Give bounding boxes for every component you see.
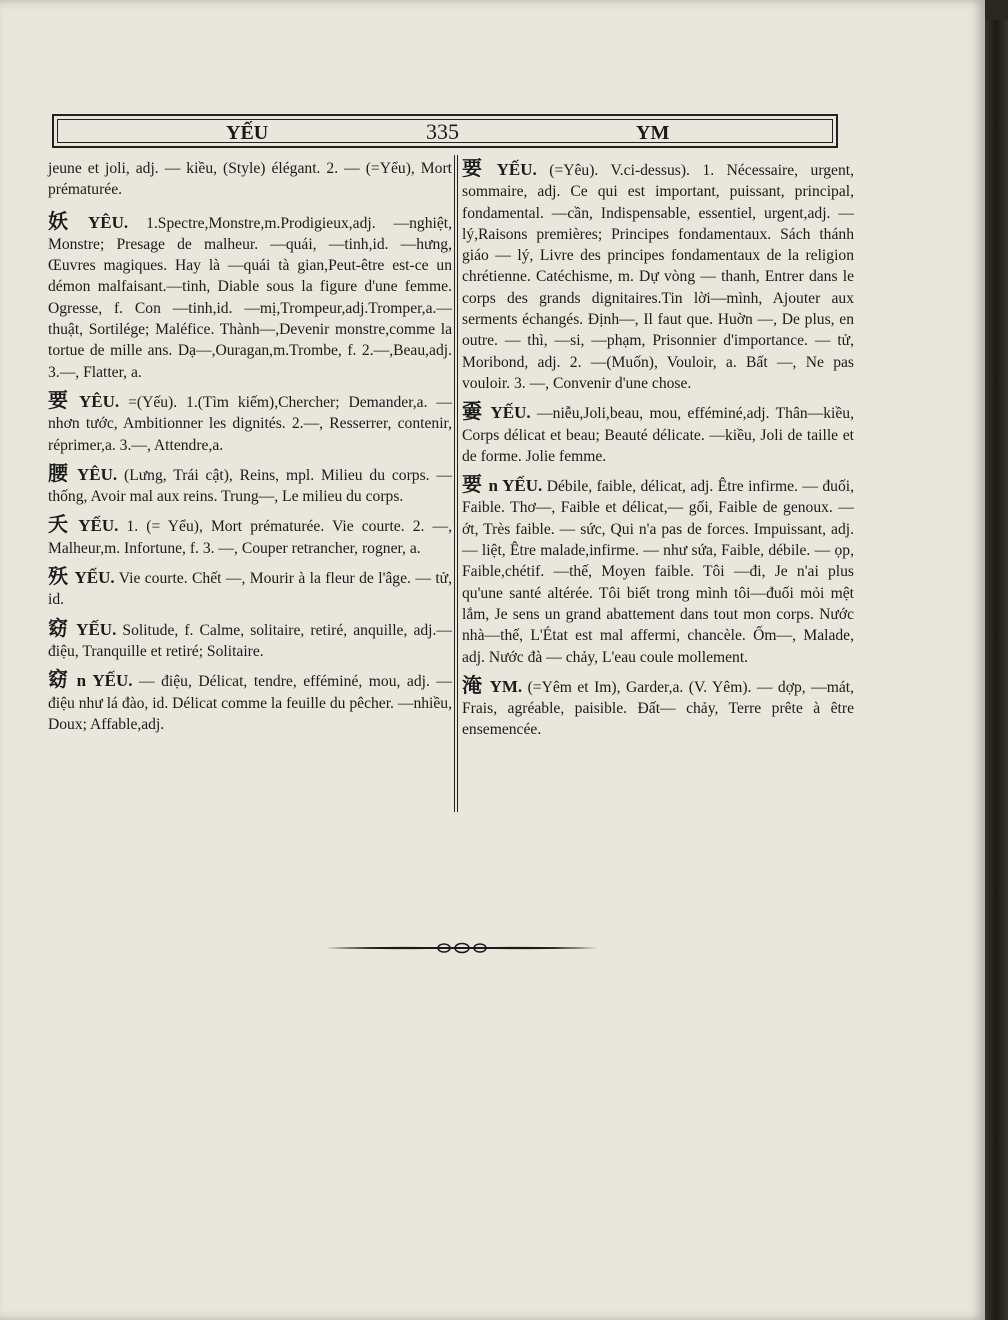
entry-text: — điệu, Délicat, tendre, efféminé, mou, adj. — điệu như lá đào, id. Délicat comme la feuille du pêcher. —nhiều, Doux; Affable,adj. xyxy=(48,673,452,733)
han-character: 窈 xyxy=(48,667,71,692)
entry-headword: n YẾU. xyxy=(76,671,133,691)
entry-headword: YẾU. xyxy=(76,619,117,639)
dictionary-entry xyxy=(48,460,453,508)
header-left-word: YẾU xyxy=(226,122,269,144)
dictionary-entry xyxy=(462,401,854,467)
entry-headword: YẾU. xyxy=(74,568,115,588)
end-ornament xyxy=(326,938,598,958)
entry-text: =(Yếu). 1.(Tìm kiếm),Chercher; Demander,a. —nhơn tước, Ambitionner les dignités. 2.—, Resserrer, contenir, réprimer,a. 3.—, Attendre,a. xyxy=(48,393,453,454)
entry-headword: YM. xyxy=(489,676,523,696)
dictionary-entry xyxy=(48,208,453,383)
dictionary-entry xyxy=(462,158,854,394)
dictionary-entry xyxy=(48,158,452,201)
dictionary-entry xyxy=(462,672,854,741)
entry-text: (=Yêm et Im), Garder,a. (V. Yêm). — dợp, —mát, Frais, agréable, paisible. Đất— chảy, Terre prête à être ensemencée. xyxy=(462,678,854,739)
entry-headword: YÊU. xyxy=(76,464,118,484)
entry-text: —niễu,Joli,beau, mou, efféminé,adj. Thân—kiều, Corps délicat et beau; Beauté délicate. —kiều, Joli de taille et de forme. Jolie femme. xyxy=(462,405,855,465)
dictionary-entry xyxy=(48,669,452,735)
dictionary-entry xyxy=(48,566,452,611)
entry-text: Solitude, f. Calme, solitaire, retiré, anquille, adj.—điệu, Tranquille et retiré; Solitaire. xyxy=(48,621,452,660)
page-number: 335 xyxy=(426,119,459,144)
entry-text: 1. (= Yểu), Mort prématurée. Vie courte. 2. —, Malheur,m. Infortune, f. 3. —, Couper retrancher, rogner, a. xyxy=(48,518,452,557)
column-divider xyxy=(454,155,458,812)
han-character: 要 xyxy=(48,387,74,412)
entry-text: jeune et joli, adj. — kiều, (Style) élégant. 2. — (=Yểu), Mort prématurée. xyxy=(48,160,452,199)
entry-headword: YẾU. xyxy=(490,403,531,423)
left-column xyxy=(48,158,452,742)
dictionary-entry xyxy=(48,387,453,456)
entry-headword: YẾU. xyxy=(78,516,119,536)
entry-text: (=Yêu). V.ci-dessus). 1. Nécessaire, urgent, sommaire, adj. Ce qui est important, puissant, principal, fondamental. —cần, Indispensable, essentiel, urgent,adj. —lý,Raisons premières; Principes fondamentaux. Sách thánh giáo — lý, Livre des principes fondamentaux de la religion chrétienne. Catéchisme, m. Dự vòng — thanh, Entrer dans le corps des grands dignitaires.Tin lời—mình, Ajouter aux serments échangés. Định—, Il faut que. Huờn —, De plus, en outre. — thì, —si, —phạm, Prisonnier d'importance. — tử, Moribond, adj. 2. —(Muốn), Vouloir, a. Bất —, Ne pas vouloir. 3. —, Convenir d'une chose. xyxy=(462,162,855,392)
right-column xyxy=(462,158,854,748)
entry-headword: n YẾU. xyxy=(488,476,543,496)
dictionary-entry xyxy=(462,474,854,668)
han-character: 殀 xyxy=(48,564,69,589)
dictionary-entry xyxy=(48,615,452,663)
han-character: 窈 xyxy=(48,615,71,640)
han-character: 腰 xyxy=(48,460,71,485)
entry-text: Débile, faible, délicat, adj. Être infirme. — đuối, Faible. Thơ—, Faible et délicat,— gối, Faible de genoux. — ớt, Très faible. — sức, Qui n'a pas de forces. Impuissant, adj. — liệt, Être malade,infirme. — như sứa, Faible, débile. — ọp, Faible,chétif. —thế, Moyen faible. Tôi —đi, Je n'ai plus qu'une santé altérée. Tôi biết trong mình tôi—đuối mỏi mệt lắm, Je sens un grand abattement dans tout mon corps. Nước nhà—thế, L'État est mal affermi, chancèle. Ốm—, Malade, adj. Nước đà — chảy, L'eau coule mollement. xyxy=(462,478,855,666)
dictionary-entry xyxy=(48,514,452,559)
han-character: 夭 xyxy=(48,512,73,537)
entry-headword: YÊU. xyxy=(79,391,120,411)
han-character: 嫑 xyxy=(462,399,485,424)
han-character: 要 xyxy=(462,156,491,180)
entry-text: 1.Spectre,Monstre,m.Prodigieux,adj. —nghiệt, Monstre; Presage de malheur. —quái, —tinh,id. —hưng, Œuvres magiques. Hay là —quái tà gian,Peut-être est-ce un démon malfaisant.—tinh, Diable sous la figure d'une femme. Ogresse, f. Con —tinh,id. —mị,Trompeur,adj.Tromper,a.—thuật, Sortilége; Maléfice. Thành—,Devenir monstre,comme la tortue de mille ans. Dạ—,Ouragan,m.Trombe, f. 2.—,Beau,adj. 3.—, Flatter, a. xyxy=(48,214,453,381)
entry-headword: YẾU. xyxy=(496,160,537,179)
entry-text: (Lưng, Trái cật), Reins, mpl. Milieu du corps. —thống, Avoir mal aux reins. Trung—, Le milieu du corps. xyxy=(48,466,453,506)
entry-text: Vie courte. Chết —, Mourir à la fleur de l'âge. — tử, id. xyxy=(48,570,452,609)
han-character: 要 xyxy=(462,472,483,497)
han-character: 淹 xyxy=(462,672,484,697)
han-character: 妖 xyxy=(48,208,83,233)
running-header xyxy=(52,114,838,148)
entry-headword: YÊU. xyxy=(88,212,129,232)
header-right-word: YM xyxy=(636,122,670,144)
